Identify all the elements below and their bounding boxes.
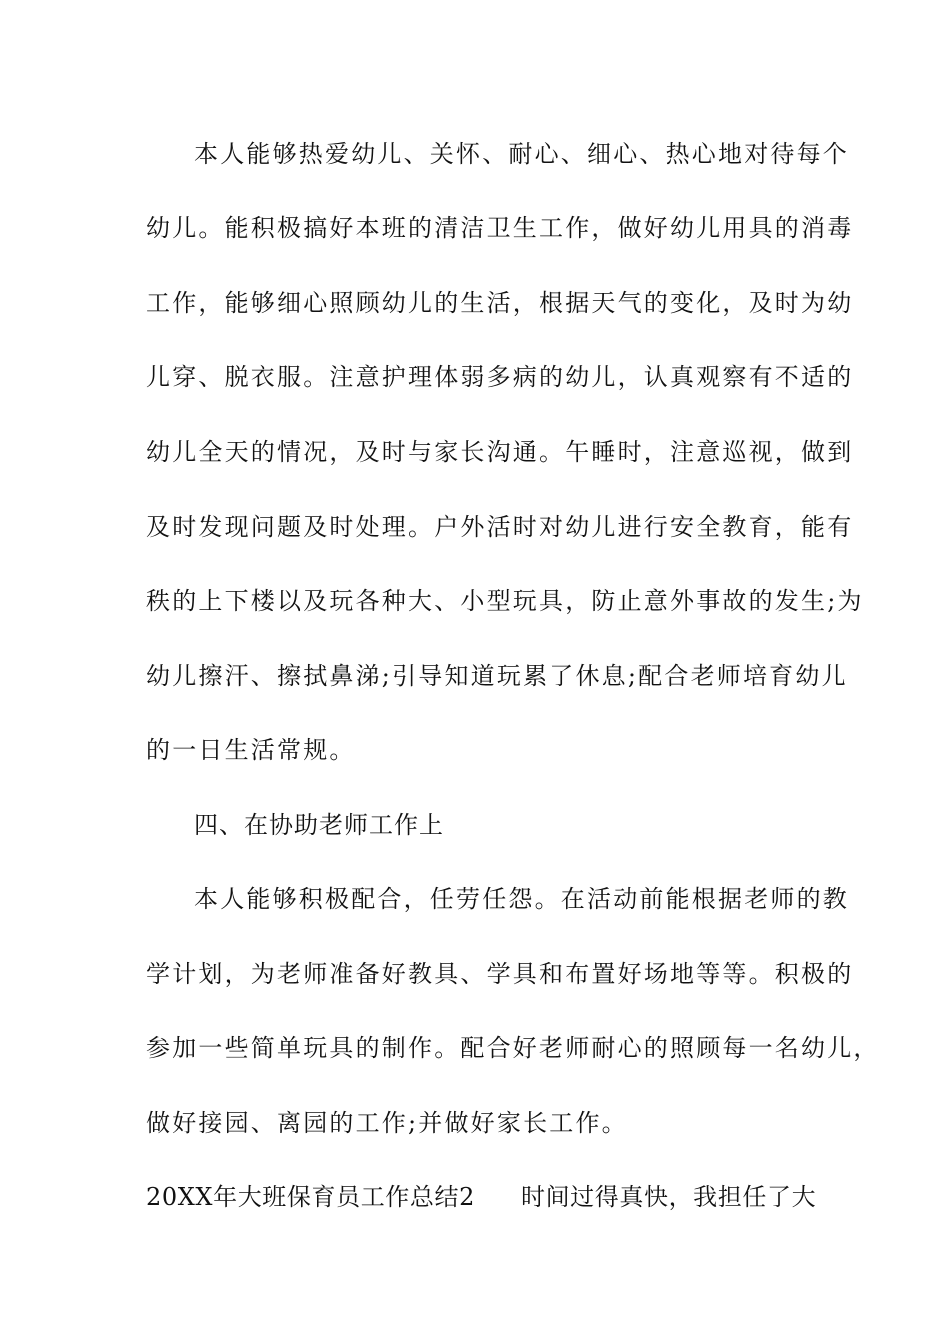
paragraph-1-line-8: 幼儿擦汗、擦拭鼻涕;引导知道玩累了休息;配合老师培育幼儿 (146, 662, 848, 690)
next-section-title: 20XX年大班保育员工作总结2 (146, 1183, 475, 1211)
paragraph-1-line-9: 的一日生活常规。 (146, 736, 356, 764)
next-section-start: 时间过得真快，我担任了大 (520, 1183, 817, 1211)
paragraph-1-line-1: 本人能够热爱幼儿、关怀、耐心、细心、热心地对待每个 (194, 140, 849, 168)
paragraph-1-line-4: 儿穿、脱衣服。注意护理体弱多病的幼儿，认真观察有不适的 (146, 363, 854, 391)
paragraph-2-line-3: 参加一些简单玩具的制作。配合好老师耐心的照顾每一名幼儿， (146, 1034, 880, 1062)
paragraph-1-line-6: 及时发现问题及时处理。户外活时对幼儿进行安全教育，能有 (146, 513, 854, 541)
paragraph-1-line-2: 幼儿。能积极搞好本班的清洁卫生工作，做好幼儿用具的消毒 (146, 214, 854, 242)
section-heading: 四、在协助老师工作上 (194, 811, 444, 839)
paragraph-2-line-2: 学计划，为老师准备好教具、学具和布置好场地等等。积极的 (146, 960, 854, 988)
paragraph-1-line-7: 秩的上下楼以及玩各种大、小型玩具，防止意外事故的发生;为 (146, 587, 864, 615)
paragraph-1-line-5: 幼儿全天的情况，及时与家长沟通。午睡时，注意巡视，做到 (146, 438, 854, 466)
paragraph-1-line-3: 工作，能够细心照顾幼儿的生活，根据天气的变化，及时为幼 (146, 289, 854, 317)
paragraph-2-line-1: 本人能够积极配合，任劳任怨。在活动前能根据老师的教 (194, 885, 849, 913)
paragraph-2-line-4: 做好接园、离园的工作;并做好家长工作。 (146, 1109, 628, 1137)
next-section-line (146, 1181, 826, 1213)
